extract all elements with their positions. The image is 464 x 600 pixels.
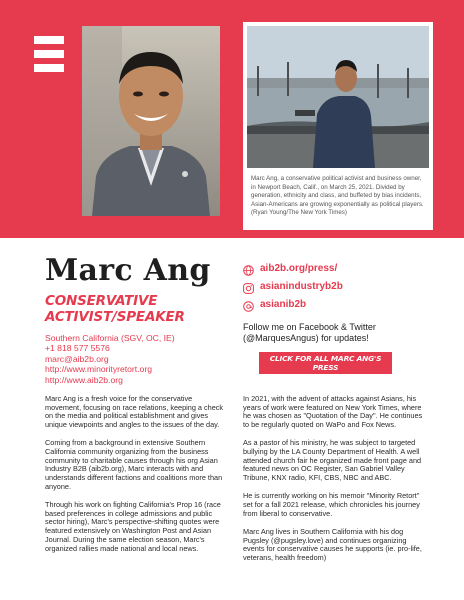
social-row-threads[interactable] [243,298,443,312]
social-instagram-label: asianindustryb2b [260,281,343,292]
follow-text: Follow me on Facebook & Twitter (@MarquesAngus) for updates! [243,322,376,343]
bio-paragraph: As a pastor of his ministry, he was subject to targeted bullying by the LA County Department of Health. A well attended church fair he organized made front page and featured news on OC Register, San Gabriel Valley Tribune, KNX radio, KFI, CBS, NBC and ABC. [243,438,422,483]
threads-icon [243,299,254,310]
profile-name: Marc Ang [45,253,211,288]
news-photo [247,26,429,168]
social-threads-label: asianib2b [260,299,307,310]
contact-link-minorityretort[interactable]: http://www.minorityretort.org [45,364,152,375]
press-link-button[interactable] [259,352,392,381]
contact-phone[interactable]: +1 818 577 5576 [45,343,110,354]
role-line-2: ACTIVIST/SPEAKER [45,309,185,325]
bio-paragraph: He is currently working on his memoir "Minority Retort" set for a fall 2021 release, which chronicles his journey from liberal to conservative. [243,491,420,518]
instagram-icon [243,281,254,292]
bio-paragraph: Marc Ang is a fresh voice for the conservative movement, focusing on race relations, keeping a check on the media and political establishment and gives unique viewpoints and angles to the issues of the day. [45,394,224,430]
social-web-label: aib2b.org/press/ [260,263,338,274]
bio-paragraph: Marc Ang lives in Southern California with his dog Pugsley (@pugsley.love) and continues organizing events for conservative causes he supports (ie. pro-life, veterans, health freedom) [243,526,422,563]
contact-email[interactable]: marc@aib2b.org [45,353,109,364]
news-photo-card [243,22,433,230]
contact-location: Southern California (SGV, OC, IE) [45,333,175,343]
contact-link-aib2b[interactable]: http://www.aib2b.org [45,374,123,385]
brand-logo [34,36,64,74]
contact-block [45,333,175,385]
bio-paragraph: In 2021, with the advent of attacks against Asians, his years of work were featured on New York Times, where he was chosen as "Quotation of the Day". He continues to be regularly quoted on WaPo and Fox News. [243,394,423,430]
profile-role [45,293,185,325]
portrait-photo [82,26,220,216]
bio-paragraph: Through his work on fighting California's Prop 16 (race based preferences in college admissions and public sector hiring), Marc's perspective-shifting quotes were featured extensively on Washington Post and Asian Journal. During the same election season, Marc's organized rallies made national and local news. [45,500,221,553]
web-icon [243,263,254,274]
bio-column-left [45,395,225,563]
press-button-line-2: AIB2B.ORG/PRESS [289,372,362,381]
press-button-line-1: CLICK FOR ALL MARC ANG'S PRESS [269,354,382,372]
photo-caption: Marc Ang, a conservative political activist and business owner, in Newport Beach, Calif., on March 25, 2021. Divided by generation, ethnicity and class, and buffeted by bias incidents, Asian-Americans are growing exponentially as political players. (Ryan Young/The New York Times) [251,175,424,217]
bio-paragraph: Coming from a background in extensive Southern California community organizing from the business community to charitable causes through his org Asian Industry B2B (aib2b.org), Marc interacts with and understands different factions and coalitions more than anyone. [45,438,223,491]
bio-column-right [243,395,425,572]
role-line-1: CONSERVATIVE [45,293,158,309]
social-row-instagram[interactable] [243,280,443,294]
social-row-web[interactable] [243,262,443,276]
